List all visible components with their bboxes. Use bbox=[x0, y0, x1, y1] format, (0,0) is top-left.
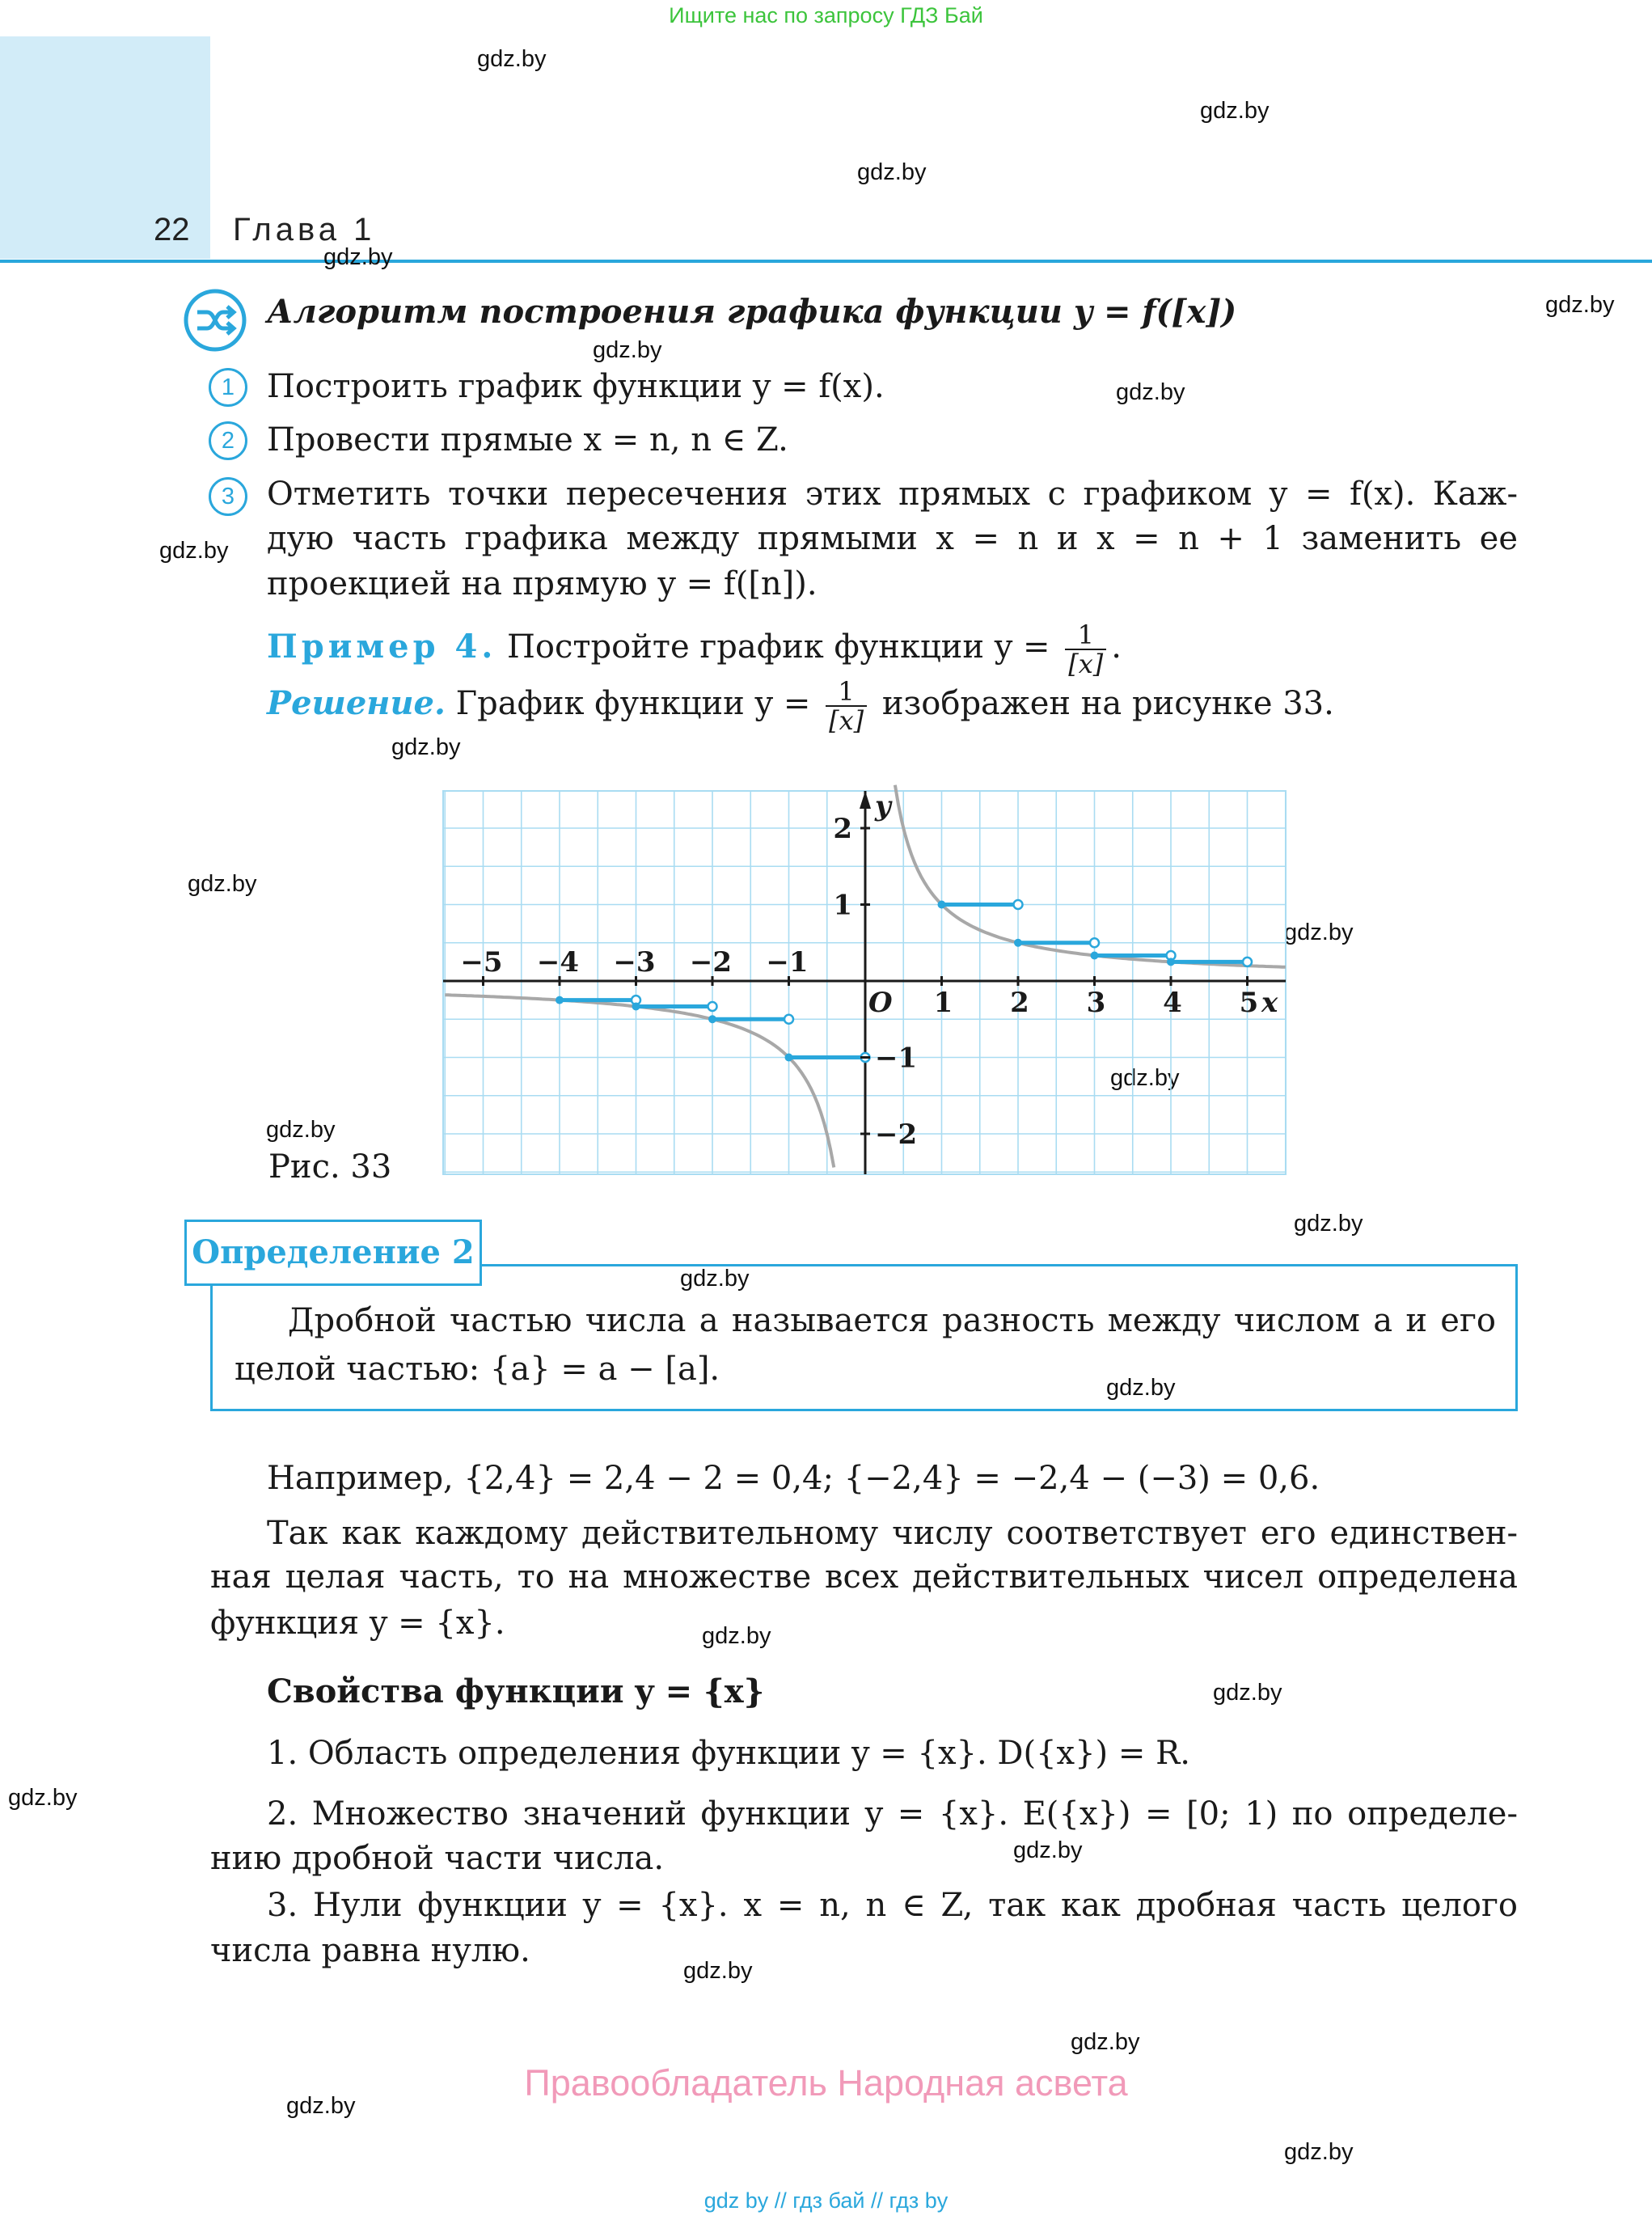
property-2-line: 2. Множество значений функции y = {x}. E({x}) = [0; 1) по определе- bbox=[267, 1795, 1518, 1833]
example-numbers-line: Например, {2,4} = 2,4 − 2 = 0,4; {−2,4} = −2,4 − (−3) = 0,6. bbox=[267, 1460, 1320, 1497]
x-tick-label: −5 bbox=[460, 946, 503, 979]
step-number: 1 bbox=[209, 368, 247, 407]
property-3-line: 3. Нули функции y = {x}. x = n, n ∈ Z, так как дробная часть целого bbox=[267, 1887, 1518, 1924]
watermark: gdz.by bbox=[1071, 2029, 1140, 2055]
top-banner: Ищите нас по запросу ГДЗ Бай bbox=[669, 3, 983, 27]
step-text-line: Отметить точки пересечения этих прямых с графиком y = f(x). Каж- bbox=[267, 476, 1518, 513]
property-3-line: числа равна нулю. bbox=[210, 1932, 530, 1969]
x-tick-label: 4 bbox=[1163, 987, 1182, 1019]
definition-line: Дробной частью числа a называется разность между числом a и его bbox=[288, 1302, 1496, 1339]
watermark: gdz.by bbox=[1284, 920, 1354, 945]
step-number: 2 bbox=[209, 421, 247, 460]
x-tick-label: 2 bbox=[1010, 987, 1029, 1019]
chapter-title: Глава 1 bbox=[233, 212, 376, 247]
x-tick-label: −3 bbox=[613, 946, 656, 979]
step-text: Построить график функции y = f(x). bbox=[267, 368, 885, 405]
paragraph-line: Так как каждому действительному числу соответствует его единствен- bbox=[267, 1515, 1518, 1552]
y-tick-label: 2 bbox=[833, 813, 852, 845]
example-line bbox=[267, 621, 1122, 678]
properties-title: Свойства функции y = {x} bbox=[267, 1672, 765, 1710]
figure-33-chart bbox=[437, 784, 1294, 1181]
x-tick-label: 5 bbox=[1239, 987, 1259, 1019]
property-1: 1. Область определения функции y = {x}. D({x}) = R. bbox=[267, 1735, 1190, 1772]
y-axis-arrow bbox=[860, 791, 871, 809]
watermark: gdz.by bbox=[266, 1117, 336, 1143]
step-open-point bbox=[708, 1002, 717, 1011]
example-label: Пример 4. bbox=[267, 628, 497, 666]
step-open-point bbox=[784, 1015, 793, 1024]
watermark: gdz.by bbox=[683, 1958, 753, 1984]
y-tick-label: 1 bbox=[833, 889, 852, 922]
watermark: gdz.by bbox=[188, 871, 257, 897]
solution-after: изображен на рисунке 33. bbox=[881, 685, 1334, 722]
watermark: gdz.by bbox=[1294, 1211, 1363, 1237]
step-closed-point bbox=[632, 1002, 640, 1010]
algorithm-title: Алгоритм построения графика функции y = f([x]) bbox=[267, 293, 1237, 331]
watermark: gdz.by bbox=[702, 1623, 771, 1649]
paragraph-line: ная целая часть, то на множестве всех действительных чисел определена bbox=[210, 1558, 1518, 1596]
watermark: gdz.by bbox=[286, 2093, 356, 2119]
property-2-line: нию дробной части числа. bbox=[210, 1840, 665, 1877]
example-end: . bbox=[1111, 628, 1122, 666]
watermark: gdz.by bbox=[680, 1266, 750, 1292]
solution-label: Решение. bbox=[267, 684, 446, 722]
step-open-point bbox=[1090, 938, 1099, 947]
step-closed-point bbox=[938, 901, 946, 909]
fraction-denominator: [x] bbox=[829, 705, 864, 736]
watermark: gdz.by bbox=[1013, 1837, 1083, 1863]
step-open-point bbox=[1243, 958, 1252, 966]
example-text: Постройте график функции y = bbox=[506, 628, 1050, 666]
y-tick-label: −2 bbox=[875, 1118, 918, 1151]
step-closed-point bbox=[785, 1054, 793, 1062]
fraction-numerator: 1 bbox=[1065, 621, 1106, 650]
x-tick-label: 1 bbox=[933, 987, 953, 1019]
watermark: gdz.by bbox=[1213, 1680, 1282, 1706]
step-number: 3 bbox=[209, 477, 247, 516]
step-closed-point bbox=[708, 1015, 716, 1023]
x-tick-label: −4 bbox=[536, 946, 580, 979]
watermark: gdz.by bbox=[1106, 1375, 1176, 1401]
step-text-line: проекцией на прямую y = f([n]). bbox=[267, 565, 818, 603]
watermark: gdz.by bbox=[391, 734, 461, 760]
step-text-line: дую часть графика между прямыми x = n и x = n + 1 заменить ее bbox=[267, 520, 1518, 557]
watermark: gdz.by bbox=[323, 244, 393, 270]
watermark: gdz.by bbox=[1110, 1065, 1180, 1091]
watermark: gdz.by bbox=[1200, 98, 1270, 124]
definition-title: Определение 2 bbox=[184, 1220, 482, 1286]
x-tick-label: −2 bbox=[689, 946, 733, 979]
copyright-notice: Правообладатель Народная асвета bbox=[524, 2062, 1128, 2103]
example-fraction bbox=[1065, 621, 1106, 678]
watermark: gdz.by bbox=[1284, 2139, 1354, 2165]
watermark: gdz.by bbox=[1116, 379, 1185, 405]
y-tick-label: −1 bbox=[875, 1042, 918, 1075]
watermark: gdz.by bbox=[593, 337, 662, 363]
step-closed-point bbox=[556, 996, 564, 1004]
step-closed-point bbox=[1014, 939, 1022, 947]
fraction-numerator: 1 bbox=[826, 678, 867, 707]
origin-label: O bbox=[868, 987, 893, 1019]
watermark: gdz.by bbox=[477, 46, 547, 72]
y-axis-label: y bbox=[875, 790, 891, 822]
watermark: gdz.by bbox=[1545, 292, 1615, 318]
page-number: 22 bbox=[154, 212, 190, 247]
shuffle-arrows-icon bbox=[183, 288, 247, 353]
fraction-denominator: [x] bbox=[1068, 649, 1104, 679]
x-tick-label: 3 bbox=[1086, 987, 1106, 1019]
x-axis-label: x bbox=[1261, 987, 1278, 1019]
figure-caption: Рис. 33 bbox=[268, 1148, 392, 1186]
watermark: gdz.by bbox=[8, 1785, 78, 1811]
footer-links: gdz by // гдз бай // гдз by bbox=[703, 2188, 949, 2213]
paragraph-line: функция y = {x}. bbox=[210, 1605, 505, 1642]
watermark: gdz.by bbox=[159, 538, 229, 564]
step-open-point bbox=[1014, 900, 1023, 909]
x-tick-label: −1 bbox=[766, 946, 809, 979]
definition-line: целой частью: {a} = a − [a]. bbox=[234, 1351, 720, 1388]
solution-text: График функции y = bbox=[455, 685, 811, 722]
watermark: gdz.by bbox=[857, 159, 927, 185]
step-closed-point bbox=[1167, 958, 1175, 966]
solution-fraction bbox=[826, 678, 867, 734]
header-divider bbox=[0, 260, 1652, 263]
solution-line bbox=[267, 678, 1334, 734]
step-closed-point bbox=[1091, 952, 1099, 960]
step-text: Провести прямые x = n, n ∈ Z. bbox=[267, 421, 788, 459]
